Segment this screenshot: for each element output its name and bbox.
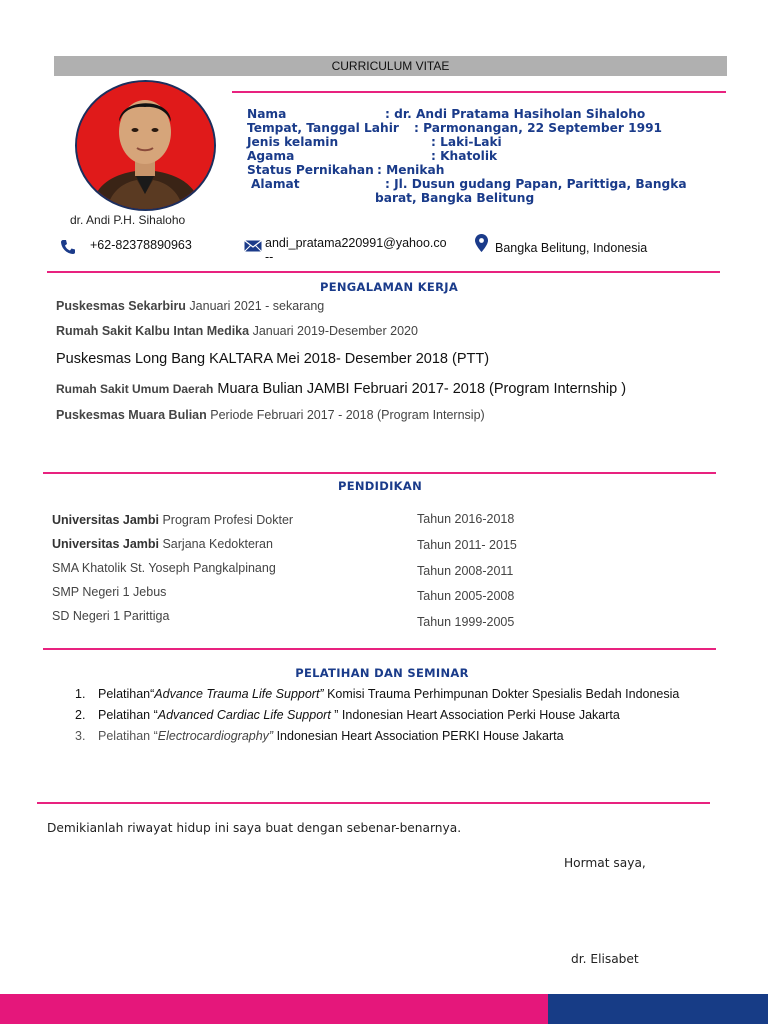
job-item xyxy=(56,299,324,313)
education-detail: Sarjana Kedokteran xyxy=(159,537,273,551)
location-text: Bangka Belitung, Indonesia xyxy=(495,241,648,255)
training-organizer: ” Indonesian Heart Association Perki House Jakarta xyxy=(330,708,620,722)
training-course: Electrocardiography” xyxy=(157,729,274,743)
training-number: 3. xyxy=(75,729,86,743)
footer-bar-pink xyxy=(0,994,548,1024)
section-title-training: PELATIHAN DAN SEMINAR xyxy=(295,666,469,680)
info-value: : dr. Andi Pratama Hasiholan Sihaloho xyxy=(385,107,646,121)
closing-statement: Demikianlah riwayat hidup ini saya buat dengan sebenar-benarnya. xyxy=(47,821,462,835)
job-item xyxy=(56,380,626,398)
training-organizer: Indonesian Heart Association PERKI House Jakarta xyxy=(273,729,564,743)
education-school: Universitas Jambi xyxy=(52,537,159,551)
education-year: Tahun 1999-2005 xyxy=(417,615,515,629)
info-label: Jenis kelamin xyxy=(247,135,339,149)
training-prefix: Pelatihan “ xyxy=(98,729,158,743)
divider-line xyxy=(47,271,720,273)
training-number: 2. xyxy=(75,708,86,722)
email-text[interactable]: andi_pratama220991@yahoo.co xyxy=(265,236,447,250)
personal-info xyxy=(247,107,722,205)
info-value: barat, Bangka Belitung xyxy=(375,191,535,205)
location-pin-icon xyxy=(475,234,488,257)
info-row-birth xyxy=(247,121,722,135)
education-item xyxy=(52,561,276,575)
job-detail: Januari 2019-Desember 2020 xyxy=(249,324,418,338)
education-item xyxy=(52,609,169,623)
profile-caption: dr. Andi P.H. Sihaloho xyxy=(70,213,186,227)
divider-line xyxy=(43,472,716,474)
phone-number[interactable]: +62-82378890963 xyxy=(90,238,192,252)
job-detail: Puskesmas Long Bang KALTARA Mei 2018- Desember 2018 (PTT) xyxy=(56,351,490,367)
education-item xyxy=(52,537,273,551)
job-detail: Periode Februari 2017 - 2018 (Program Internsip) xyxy=(206,408,485,422)
job-place: Puskesmas Muara Bulian xyxy=(56,408,207,422)
job-place: Rumah Sakit Kalbu Intan Medika xyxy=(56,324,250,338)
cv-title-bar xyxy=(54,56,727,76)
job-item xyxy=(56,351,489,367)
education-item xyxy=(52,513,293,527)
closing-regards: Hormat saya, xyxy=(564,856,646,870)
info-row-address-cont xyxy=(247,191,722,205)
info-label: Tempat, Tanggal Lahir xyxy=(247,121,399,135)
info-label: Status Pernikahan xyxy=(247,163,374,177)
info-row-marital xyxy=(247,163,722,177)
phone-icon xyxy=(60,239,76,260)
job-detail: Januari 2021 - sekarang xyxy=(185,299,325,313)
education-year: Tahun 2005-2008 xyxy=(417,589,515,603)
job-item xyxy=(56,408,485,422)
info-row-religion xyxy=(247,149,722,163)
education-detail: SD Negeri 1 Parittiga xyxy=(52,609,170,623)
education-detail: SMA Khatolik St. Yoseph Pangkalpinang xyxy=(52,561,276,575)
training-course: Advanced Cardiac Life Support xyxy=(157,708,331,722)
email-tail: -- xyxy=(265,250,274,264)
training-course: Advance Trauma Life Support” xyxy=(154,687,324,701)
info-label: Agama xyxy=(247,149,295,163)
education-item xyxy=(52,585,166,599)
job-item xyxy=(56,324,418,338)
mail-icon xyxy=(244,239,262,257)
divider-line xyxy=(232,91,726,93)
info-value: : Jl. Dusun gudang Papan, Parittiga, Bangka xyxy=(385,177,687,191)
section-title-education: PENDIDIKAN xyxy=(338,479,422,493)
info-value: : Menikah xyxy=(377,163,445,177)
training-prefix: Pelatihan“ xyxy=(98,687,155,701)
cv-title: CURRICULUM VITAE xyxy=(331,59,450,73)
email-address[interactable] xyxy=(265,236,447,264)
training-item xyxy=(75,708,620,722)
profile-photo xyxy=(75,80,216,211)
training-item xyxy=(75,687,679,701)
education-detail: SMP Negeri 1 Jebus xyxy=(52,585,167,599)
training-number: 1. xyxy=(75,687,86,701)
education-year: Tahun 2011- 2015 xyxy=(417,538,517,552)
info-label: Alamat xyxy=(251,177,300,191)
info-label: Nama xyxy=(247,107,287,121)
info-row-name xyxy=(247,107,722,121)
education-year: Tahun 2016-2018 xyxy=(417,512,515,526)
education-school: Universitas Jambi xyxy=(52,513,159,527)
info-row-address xyxy=(247,177,722,191)
education-detail: Program Profesi Dokter xyxy=(159,513,294,527)
training-item xyxy=(75,729,564,743)
footer-bar-navy xyxy=(548,994,768,1024)
info-value: : Parmonangan, 22 September 1991 xyxy=(414,121,663,135)
training-prefix: Pelatihan “ xyxy=(98,708,158,722)
section-title-experience: PENGALAMAN KERJA xyxy=(319,280,459,294)
info-row-gender xyxy=(247,135,722,149)
job-place: Puskesmas Sekarbiru xyxy=(56,299,186,313)
training-organizer: Komisi Trauma Perhimpunan Dokter Spesialis Bedah Indonesia xyxy=(323,687,680,701)
signature-name: dr. Elisabet xyxy=(571,952,639,966)
info-value: : Khatolik xyxy=(431,149,498,163)
info-value: : Laki-Laki xyxy=(431,135,502,149)
divider-line xyxy=(37,802,710,804)
divider-line xyxy=(43,648,716,650)
job-detail: Muara Bulian JAMBI Februari 2017- 2018 (Program Internship ) xyxy=(213,381,627,397)
job-place: Rumah Sakit Umum Daerah xyxy=(56,382,214,396)
education-year: Tahun 2008-2011 xyxy=(417,564,514,578)
